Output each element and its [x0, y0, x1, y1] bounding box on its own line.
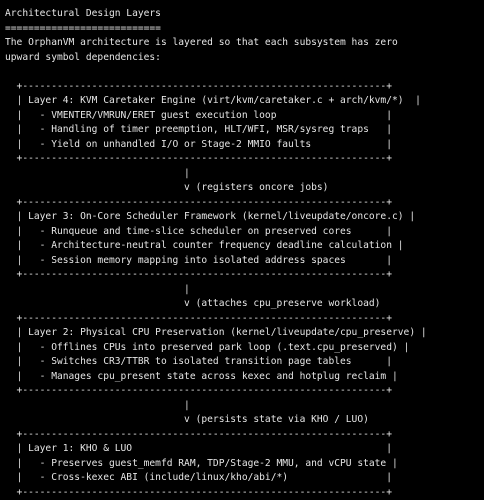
layer-2-heading: | Layer 2: Physical CPU Preservation (kernel/liveupdate/cpu_preserve) | [5, 327, 427, 338]
intro-text-line-1: The OrphanVM architecture is layered so that each subsystem has zero [5, 37, 398, 48]
layer-2-item: | - Manages cpu_present state across kexec and hotplug reclaim | [5, 370, 398, 382]
layer-2-item: | - Switches CR3/TTBR to isolated transition page tables | [5, 356, 392, 367]
layer-2-box-top: +---------------------------------------------------------------+ [5, 312, 392, 324]
layer-1-heading: | Layer 1: KHO & LUO | [5, 443, 392, 454]
title-underline: =========================== [5, 22, 161, 34]
connector-arrow-label: v (registers oncore jobs) [5, 182, 329, 193]
connector-line: | [5, 167, 190, 179]
layer-4-item: | - VMENTER/VMRUN/ERET guest execution loop | [5, 109, 392, 121]
layer-4-box-top: +---------------------------------------------------------------+ [5, 80, 392, 92]
layer-4-item: | - Handling of timer preemption, HLT/WFI, MSR/sysreg traps | [5, 124, 392, 135]
layer-3-item: | - Architecture-neutral counter frequency deadline calculation | [5, 240, 404, 251]
layer-3-item: | - Runqueue and time-slice scheduler on preserved cores | [5, 225, 392, 237]
layer-4-item: | - Yield on unhandled I/O or Stage-2 MMIO faults | [5, 138, 392, 150]
connector-arrow-label: v (persists state via KHO / LUO) [5, 414, 369, 425]
layer-3-item: | - Session memory mapping into isolated address spaces | [5, 254, 392, 266]
layer-1-item: | - Cross-kexec ABI (include/linux/kho/abi/*) | [5, 472, 392, 483]
layer-2-box-bottom: +---------------------------------------------------------------+ [5, 385, 392, 396]
layer-3-heading: | Layer 3: On-Core Scheduler Framework (kernel/liveupdate/oncore.c) | [5, 211, 416, 222]
layer-3-box-top: +---------------------------------------------------------------+ [5, 196, 392, 208]
layer-2-item: | - Offlines CPUs into preserved park loop (.text.cpu_preserved) | [5, 341, 410, 353]
layer-3-box-bottom: +---------------------------------------------------------------+ [5, 269, 392, 280]
layer-4-box-bottom: +---------------------------------------------------------------+ [5, 153, 392, 164]
connector-line: | [5, 399, 190, 411]
connector-arrow-label: v (attaches cpu_preserve workload) [5, 298, 381, 309]
layer-1-item: | - Preserves guest_memfd RAM, TDP/Stage-2 MMU, and vCPU state | [5, 457, 398, 469]
layer-1-box-top: +---------------------------------------------------------------+ [5, 428, 392, 440]
doc-title: Architectural Design Layers [5, 8, 161, 19]
layer-4-heading: | Layer 4: KVM Caretaker Engine (virt/kvm/caretaker.c + arch/kvm/*) | [5, 95, 421, 106]
blank-line [5, 65, 484, 80]
layer-1-box-bottom: +---------------------------------------------------------------+ [5, 486, 392, 498]
intro-text-line-2: upward symbol dependencies: [5, 51, 161, 63]
connector-line: | [5, 283, 190, 295]
